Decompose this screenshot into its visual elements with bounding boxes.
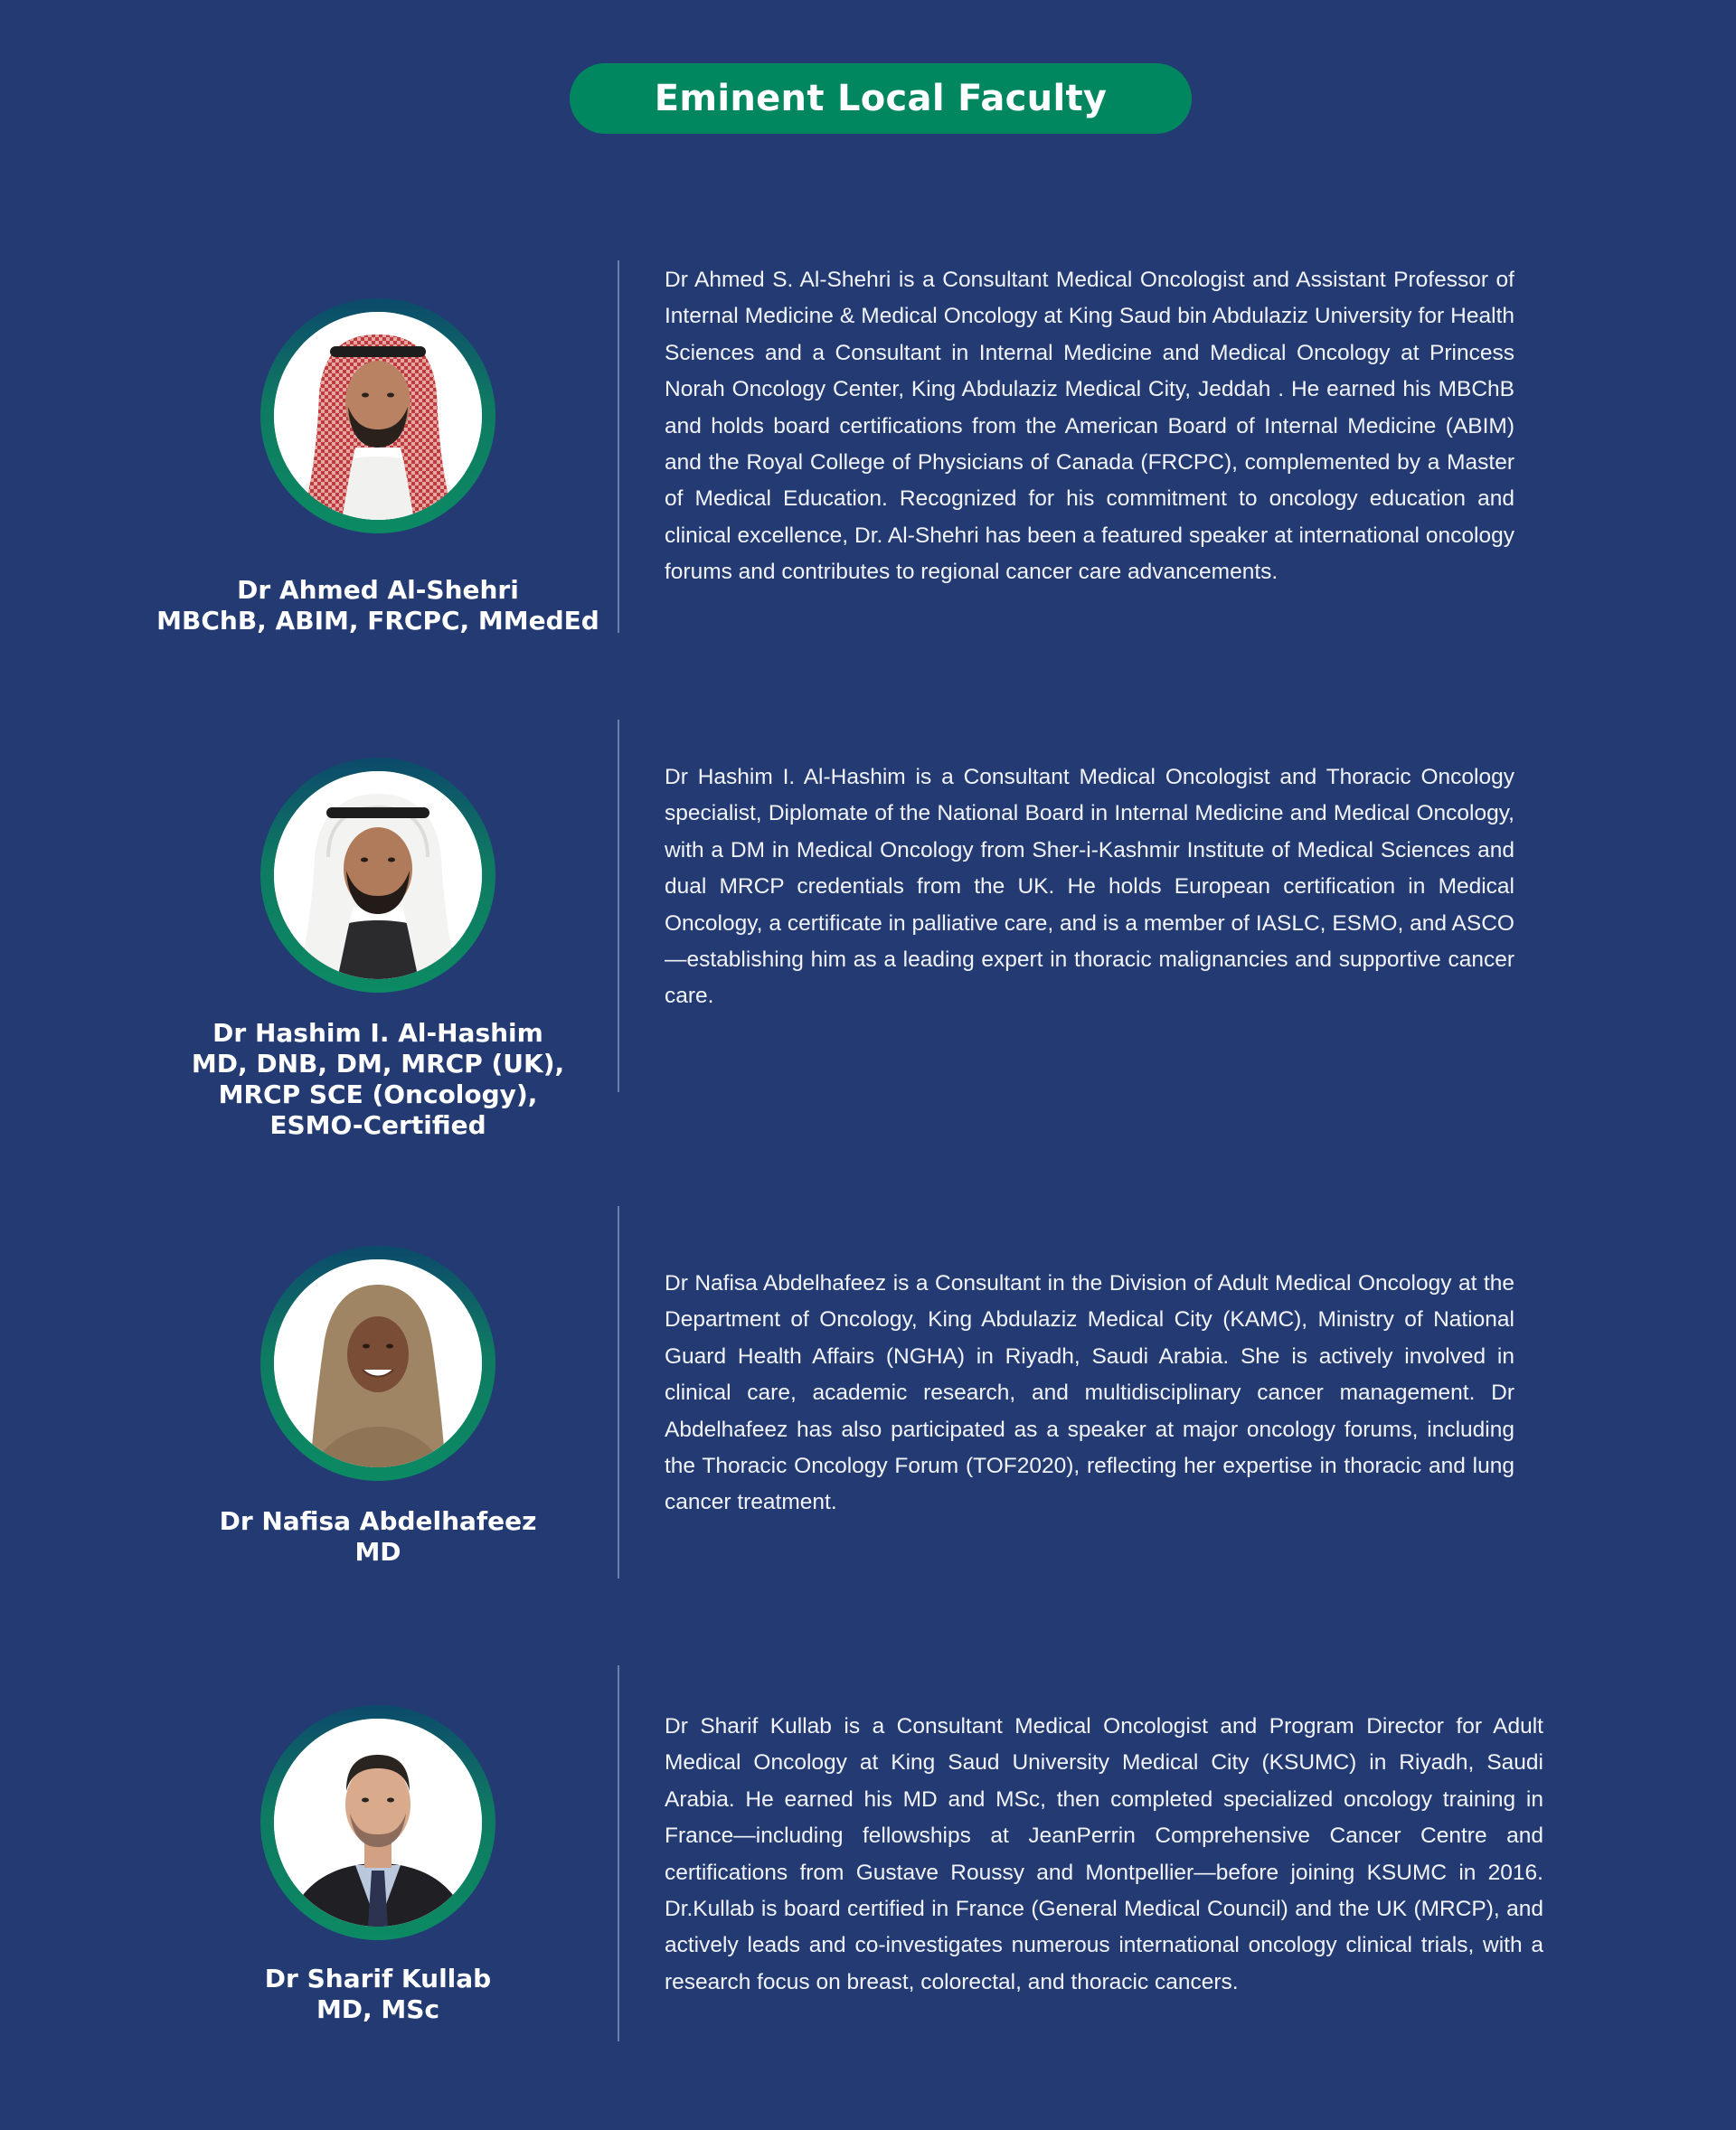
faculty-photo <box>274 1259 482 1467</box>
portrait-man-suit-icon <box>274 1719 482 1927</box>
faculty-bio: Dr Hashim I. Al-Hashim is a Consultant Medical Oncologist and Thoracic Oncology specialist, Diplomate of the National Board in Internal Medicine and Medical Oncology, with a DM in Medical Oncology from Sher-i-Kashmir Institute of Medical Sciences and dual MRCP credentials from the UK. He holds European certification in Medical Oncology, a certificate in palliative care, and is a member of IASLC, ESMO, and ASCO—establishing him as a leading expert in thoracic malignancies and supportive cancer care. <box>665 765 1514 1009</box>
faculty-credentials: MBChB, ABIM, FRCPC, MMedEd <box>156 606 599 636</box>
faculty-bio: Dr Sharif Kullab is a Consultant Medical Oncologist and Program Director for Adult Medical Oncology at King Saud University Medical City (KSUMC) in Riyadh, Saudi Arabia. He earned his MD and MSc, then completed specialized oncology training in France—including fellowships at Jean⁠Perrin Comprehensive Cancer Centre and certifications from Gustave Roussy and Montpellier—before joining KSUMC in 2016. Dr.⁠Kullab is board certified in France (General Medical Council) and the UK (MRCP), and actively leads and co-investigates numerous international oncology clinical trials, with a research focus on breast, colorectal, and thoracic cancers. <box>665 1714 1543 1994</box>
faculty-name: Dr Nafisa Abdelhafeez <box>219 1506 537 1536</box>
faculty-bio: Dr Ahmed S. Al-Shehri is a Consultant Medical Oncologist and Assistant Professor of Internal Medicine & Medical Oncology at King Saud bin Abdulaziz University for Health Sciences and a Consultant in Internal Medicine and Medical Oncology at Princess Norah Oncology Center, King Abdulaziz Medical City, Jeddah . He earned his MBChB and holds board certifications from the American Board of Internal Medicine (ABIM) and the Royal College of Physicians of Canada (FRCPC), complemented by a Master of Medical Education. Recognized for his commitment to oncology education and clinical excellence, Dr. Al-Shehri has been a featured speaker at international oncology forums and contributes to regional cancer care advancements. <box>665 268 1514 585</box>
divider <box>618 720 619 1092</box>
faculty-credentials: MD <box>354 1537 401 1567</box>
portrait-frame <box>260 1705 495 1940</box>
faculty-name: Dr Sharif Kullab <box>264 1964 492 1993</box>
faculty-name-block <box>136 1964 620 2025</box>
page-title: Eminent Local Faculty <box>654 78 1108 119</box>
faculty-bio: Dr Nafisa Abdelhafeez is a Consultant in the Division of Adult Medical Oncology at the Department of Oncology, King Abdulaziz Medical City (KAMC), Ministry of National Guard Health Affairs (NGHA) in Riyadh, Saudi Arabia. She is actively involved in clinical care, academic research, and multidisciplinary cancer management. Dr Abdelhafeez has also participated as a speaker at major oncology forums, including the Thoracic Oncology Forum (TOF2020), reflecting her expertise in thoracic and lung cancer treatment. <box>665 1271 1514 1515</box>
portrait-man-red-keffiyeh-icon <box>274 312 482 520</box>
portrait-frame <box>260 1246 495 1481</box>
faculty-photo <box>274 1719 482 1927</box>
faculty-name: Dr Hashim I. Al-Hashim <box>212 1018 543 1048</box>
faculty-photo <box>274 771 482 979</box>
portrait-frame <box>260 298 495 533</box>
portrait-woman-hijab-icon <box>274 1259 482 1467</box>
divider <box>618 1206 619 1579</box>
portrait-man-white-ghutra-icon <box>274 771 482 979</box>
divider <box>618 260 619 633</box>
faculty-photo <box>274 312 482 520</box>
divider <box>618 1665 619 2041</box>
faculty-name-block <box>136 1506 620 1568</box>
faculty-credentials: MD, DNB, DM, MRCP (UK), MRCP SCE (Oncology), ESMO-Certified <box>191 1049 565 1140</box>
faculty-name-block <box>136 1018 620 1141</box>
faculty-name-block <box>136 575 620 636</box>
portrait-frame <box>260 758 495 993</box>
faculty-name: Dr Ahmed Al-Shehri <box>237 575 519 605</box>
page-title-banner <box>570 63 1192 134</box>
faculty-credentials: MD, MSc <box>316 1994 440 2024</box>
